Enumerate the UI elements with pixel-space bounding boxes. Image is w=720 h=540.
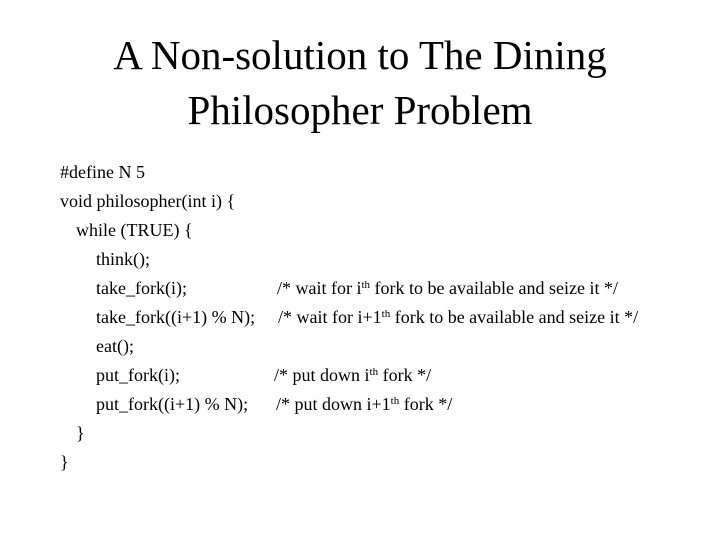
comment-text: /* wait for i+1 [278,307,382,327]
superscript: th [369,366,379,378]
comment-text: fork to be available and seize it */ [370,278,618,298]
title-line-1: A Non-solution to The Dining [113,32,607,78]
code-line-put-fork-next: put_fork((i+1) % N); [96,394,249,414]
comment-put-fork-next [276,390,452,419]
superscript: th [361,279,371,291]
code-line-while: while (TRUE) { [76,220,193,240]
comment-put-fork-i [274,361,431,390]
superscript: th [390,395,400,407]
code-line-define: #define N 5 [60,162,145,182]
code-line-close-function: } [60,452,69,472]
comment-text: /* wait for i [277,278,362,298]
comment-text: /* put down i [274,365,370,385]
code-line-take-fork-i: take_fork(i); [96,278,187,298]
comment-text: fork */ [399,394,453,414]
comment-take-fork-i [277,274,618,303]
comment-text: fork */ [378,365,432,385]
slide-title [0,28,720,138]
comment-take-fork-next [278,303,638,332]
code-line-think: think(); [96,249,150,269]
comment-text: fork to be available and seize it */ [390,307,639,327]
code-line-put-fork-i: put_fork(i); [96,365,180,385]
code-line-eat: eat(); [96,336,134,356]
code-line-function: void philosopher(int i) { [60,191,236,211]
superscript: th [381,308,391,320]
code-line-close-while: } [76,423,85,443]
code-line-take-fork-next: take_fork((i+1) % N); [96,307,256,327]
comment-text: /* put down i+1 [276,394,391,414]
title-line-2: Philosopher Problem [187,87,533,133]
